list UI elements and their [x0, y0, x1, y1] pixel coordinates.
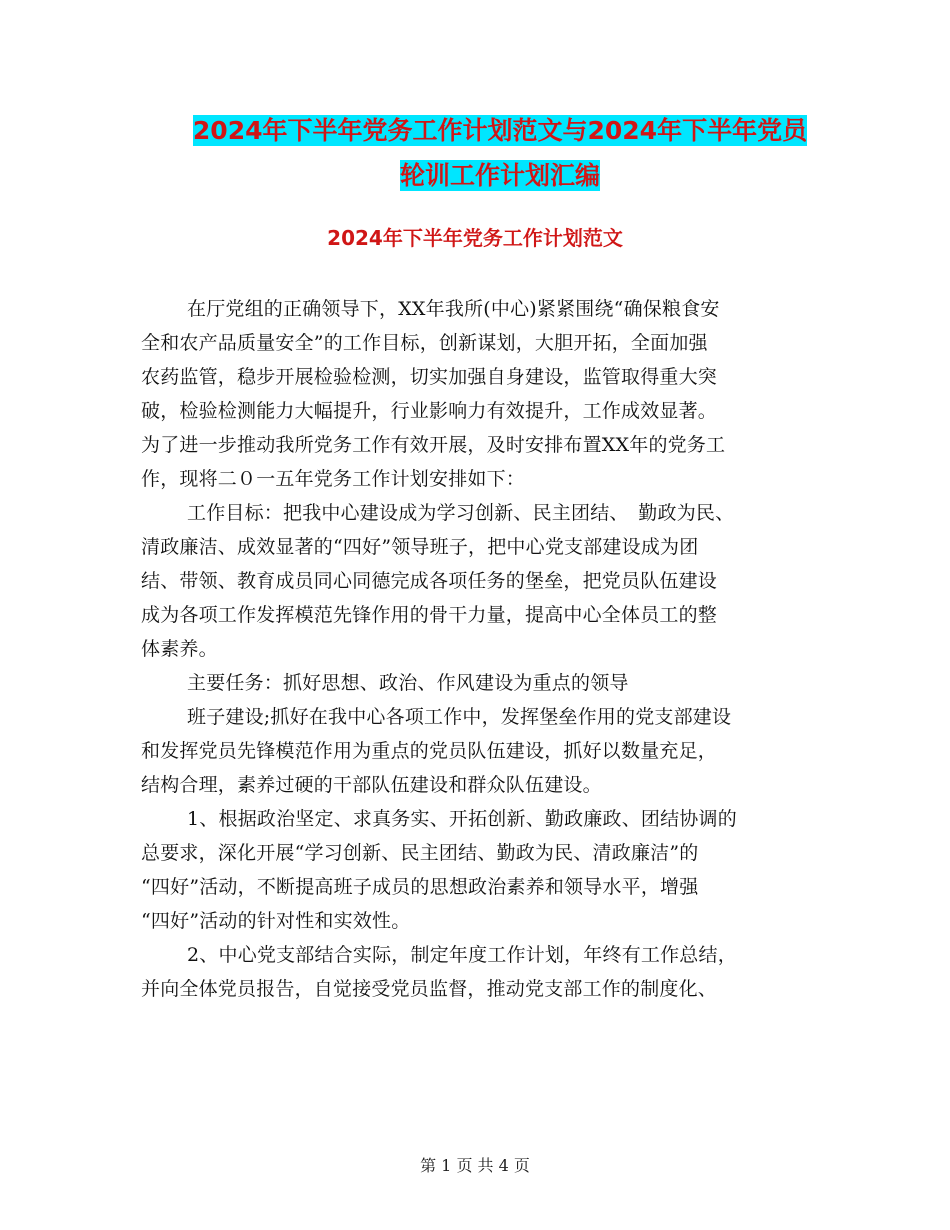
text-line: 总要求，深化开展“学习创新、民主团结、勤政为民、清政廉洁”的 [141, 842, 699, 864]
text-line: 在厅党组的正确领导下，XX年我所(中心)紧紧围绕“确保粮食安 [187, 298, 720, 320]
text-line: “四好”活动的针对性和实效性。 [141, 910, 411, 932]
text-line: “四好”活动，不断提高班子成员的思想政治素养和领导水平，增强 [141, 876, 699, 898]
text-line: 并向全体党员报告，自觉接受党员监督，推动党支部工作的制度化、 [141, 978, 718, 1000]
text-line: 结、带领、教育成员同心同德完成各项任务的堡垒，把党员队伍建设 [141, 570, 718, 592]
text-line: 清政廉洁、成效显著的“四好”领导班子，把中心党支部建设成为团 [141, 536, 699, 558]
text-line: 体素养。 [141, 638, 218, 660]
text-line: 全和农产品质量安全”的工作目标，创新谋划，大胆开拓，全面加强 [141, 332, 708, 354]
text-line: 为了进一步推动我所党务工作有效开展，及时安排布置XX年的党务工 [141, 434, 726, 456]
text-line: 2、中心党支部结合实际，制定年度工作计划，年终有工作总结， [187, 944, 737, 966]
text-line: 结构合理，素养过硬的干部队伍建设和群众队伍建设。 [141, 774, 602, 796]
text-line: 班子建设;抓好在我中心各项工作中，发挥堡垒作用的党支部建设 [187, 706, 732, 728]
text-line: 和发挥党员先锋模范作用为重点的党员队伍建设，抓好以数量充足， [141, 740, 718, 762]
section-title: 2024年下半年党务工作计划范文 [327, 226, 623, 250]
text-line: 工作目标：把我中心建设成为学习创新、民主团结、 勤政为民、 [187, 502, 735, 524]
body-text [141, 292, 821, 1006]
document-title-line-1: 2024年下半年党务工作计划范文与2024年下半年党员 [192, 116, 808, 145]
text-line: 破，检验检测能力大幅提升，行业影响力有效提升，工作成效显著。 [141, 400, 718, 422]
document-title-line-2: 轮训工作计划汇编 [399, 161, 600, 190]
text-line: 作，现将二０一五年党务工作计划安排如下： [141, 468, 526, 490]
page-number: 第 1 页 共 4 页 [420, 1156, 530, 1175]
text-line: 成为各项工作发挥模范先锋作用的骨干力量，提高中心全体员工的整 [141, 604, 718, 626]
text-line: 1、根据政治坚定、求真务实、开拓创新、勤政廉政、团结协调的 [187, 808, 737, 830]
text-line: 农药监管，稳步开展检验检测，切实加强自身建设，监管取得重大突 [141, 366, 718, 388]
text-line: 主要任务：抓好思想、政治、作风建设为重点的领导 [187, 672, 629, 694]
